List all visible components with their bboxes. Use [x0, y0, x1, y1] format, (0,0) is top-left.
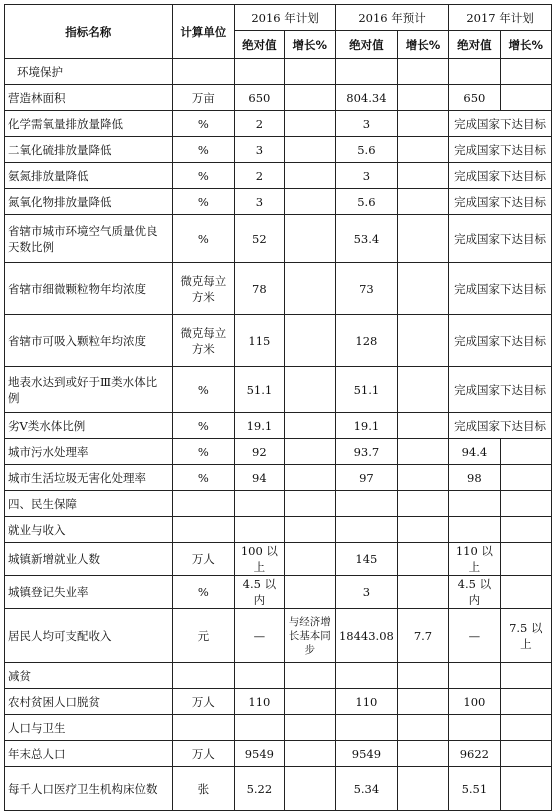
- row-name: 城镇新增就业人数: [5, 543, 173, 576]
- row-unit: %: [172, 413, 235, 439]
- row-cell: [284, 741, 335, 767]
- row-name: 农村贫困人口脱贫: [5, 689, 173, 715]
- table-row: [5, 367, 552, 413]
- row-cell: [449, 517, 501, 543]
- table-row: [5, 491, 552, 517]
- row-cell: [235, 715, 285, 741]
- table-row: [5, 163, 552, 189]
- row-cell: 5.6: [335, 137, 397, 163]
- table-row: [5, 315, 552, 367]
- table-row: [5, 663, 552, 689]
- row-cell: [397, 439, 448, 465]
- row-cell: 128: [335, 315, 397, 367]
- row-cell: [284, 263, 335, 315]
- row-cell: [449, 663, 501, 689]
- row-cell: 18443.08: [335, 609, 397, 663]
- row-cell: [284, 189, 335, 215]
- table-row: [5, 413, 552, 439]
- table-row: [5, 59, 552, 85]
- row-cell: [397, 491, 448, 517]
- row-cell: [397, 715, 448, 741]
- row-cell: [335, 59, 397, 85]
- row-unit: [172, 715, 235, 741]
- row-cell: 804.34: [335, 85, 397, 111]
- row-cell: [397, 576, 448, 609]
- row-name: 环境保护: [5, 59, 173, 85]
- row-unit: %: [172, 111, 235, 137]
- table-row: [5, 263, 552, 315]
- row-cell: [397, 367, 448, 413]
- indicator-table-wrapper: [4, 4, 552, 811]
- row-name: 居民人均可支配收入: [5, 609, 173, 663]
- row-name: 地表水达到或好于Ⅲ类水体比例: [5, 367, 173, 413]
- header-plan-2017: 2017 年计划: [449, 5, 552, 31]
- row-cell: —: [235, 609, 285, 663]
- table-row: [5, 85, 552, 111]
- row-unit: 张: [172, 767, 235, 811]
- row-unit: [172, 491, 235, 517]
- row-cell-merged: 完成国家下达目标: [449, 367, 552, 413]
- row-cell: [397, 189, 448, 215]
- row-name: 就业与收入: [5, 517, 173, 543]
- row-name: 化学需氧量排放量降低: [5, 111, 173, 137]
- row-cell: [284, 85, 335, 111]
- row-cell: 7.5 以上: [500, 609, 551, 663]
- row-cell: 3: [235, 137, 285, 163]
- row-cell: [284, 111, 335, 137]
- row-cell-merged: 完成国家下达目标: [449, 163, 552, 189]
- row-cell-merged: 完成国家下达目标: [449, 315, 552, 367]
- row-cell: [397, 689, 448, 715]
- row-cell: 650: [449, 85, 501, 111]
- row-name: 省辖市可吸入颗粒年均浓度: [5, 315, 173, 367]
- row-name: 年末总人口: [5, 741, 173, 767]
- row-unit: %: [172, 215, 235, 263]
- row-name: 四、民生保障: [5, 491, 173, 517]
- row-cell: [397, 59, 448, 85]
- row-cell: [235, 491, 285, 517]
- row-cell: [284, 163, 335, 189]
- row-name: 二氧化硫排放量降低: [5, 137, 173, 163]
- row-cell: [397, 111, 448, 137]
- row-cell: 7.7: [397, 609, 448, 663]
- table-row: [5, 465, 552, 491]
- table-row: [5, 715, 552, 741]
- row-cell: 9549: [335, 741, 397, 767]
- row-name: 省辖市细微颗粒物年均浓度: [5, 263, 173, 315]
- row-cell: [500, 491, 551, 517]
- row-cell: [235, 59, 285, 85]
- row-cell: [449, 491, 501, 517]
- row-name: 氨氮排放量降低: [5, 163, 173, 189]
- row-name: 营造林面积: [5, 85, 173, 111]
- row-cell: [397, 663, 448, 689]
- row-cell: [284, 663, 335, 689]
- row-unit: [172, 59, 235, 85]
- row-name: 氮氧化物排放量降低: [5, 189, 173, 215]
- row-cell: [500, 543, 551, 576]
- row-cell: [500, 663, 551, 689]
- row-cell-merged: 完成国家下达目标: [449, 111, 552, 137]
- row-cell: 3: [335, 163, 397, 189]
- row-cell: [235, 663, 285, 689]
- row-cell-merged: 完成国家下达目标: [449, 263, 552, 315]
- row-name: 每千人口医疗卫生机构床位数: [5, 767, 173, 811]
- row-cell: [284, 315, 335, 367]
- row-cell: [284, 576, 335, 609]
- row-cell: [284, 215, 335, 263]
- header-growth-2016-plan: 增长%: [284, 31, 335, 59]
- header-name: 指标名称: [5, 5, 173, 59]
- row-cell: [449, 59, 501, 85]
- row-cell: 19.1: [235, 413, 285, 439]
- row-name: 减贫: [5, 663, 173, 689]
- table-row: [5, 543, 552, 576]
- row-cell: [397, 413, 448, 439]
- header-plan-2016: 2016 年计划: [235, 5, 336, 31]
- row-cell: 4.5 以内: [235, 576, 285, 609]
- header-growth-2016-est: 增长%: [397, 31, 448, 59]
- row-cell: [500, 59, 551, 85]
- row-cell: 51.1: [335, 367, 397, 413]
- row-cell-merged: 完成国家下达目标: [449, 137, 552, 163]
- row-cell: [500, 465, 551, 491]
- row-unit: %: [172, 163, 235, 189]
- row-cell: [397, 263, 448, 315]
- row-cell: [449, 715, 501, 741]
- row-cell: 3: [335, 576, 397, 609]
- row-cell: 3: [235, 189, 285, 215]
- table-row: [5, 517, 552, 543]
- row-name: 劣Ⅴ类水体比例: [5, 413, 173, 439]
- row-unit: %: [172, 137, 235, 163]
- row-name: 城镇登记失业率: [5, 576, 173, 609]
- row-cell: 3: [335, 111, 397, 137]
- row-cell: [284, 543, 335, 576]
- row-cell: 9549: [235, 741, 285, 767]
- row-cell: [284, 59, 335, 85]
- row-cell: [284, 367, 335, 413]
- row-unit: 万亩: [172, 85, 235, 111]
- row-unit: 元: [172, 609, 235, 663]
- header-abs-2017-plan: 绝对值: [449, 31, 501, 59]
- row-cell: [335, 715, 397, 741]
- row-name: 人口与卫生: [5, 715, 173, 741]
- row-cell: [500, 85, 551, 111]
- row-name: 城市生活垃圾无害化处理率: [5, 465, 173, 491]
- row-cell: 19.1: [335, 413, 397, 439]
- row-cell: 5.34: [335, 767, 397, 811]
- row-unit: 万人: [172, 689, 235, 715]
- row-cell: 94.4: [449, 439, 501, 465]
- header-row-1: [5, 5, 552, 31]
- row-cell: [397, 137, 448, 163]
- header-abs-2016-plan: 绝对值: [235, 31, 285, 59]
- row-cell: [284, 715, 335, 741]
- row-unit: [172, 663, 235, 689]
- row-cell-merged: 完成国家下达目标: [449, 189, 552, 215]
- row-cell: 98: [449, 465, 501, 491]
- row-cell: [284, 439, 335, 465]
- row-cell: 73: [335, 263, 397, 315]
- row-cell: 9622: [449, 741, 501, 767]
- row-cell: 51.1: [235, 367, 285, 413]
- row-unit: 微克每立方米: [172, 263, 235, 315]
- indicator-table: [4, 4, 552, 811]
- row-cell: 2: [235, 163, 285, 189]
- header-growth-2017-plan: 增长%: [500, 31, 551, 59]
- row-unit: %: [172, 189, 235, 215]
- row-cell: [335, 663, 397, 689]
- row-cell: [335, 517, 397, 543]
- row-cell: 93.7: [335, 439, 397, 465]
- header-unit: 计算单位: [172, 5, 235, 59]
- row-cell: [397, 163, 448, 189]
- row-cell: [397, 517, 448, 543]
- table-row: [5, 111, 552, 137]
- table-row: [5, 137, 552, 163]
- row-cell: 650: [235, 85, 285, 111]
- row-unit: [172, 517, 235, 543]
- row-cell: 78: [235, 263, 285, 315]
- row-cell: [500, 439, 551, 465]
- row-cell: 115: [235, 315, 285, 367]
- row-cell: 110 以上: [449, 543, 501, 576]
- table-row: [5, 215, 552, 263]
- row-cell: [284, 689, 335, 715]
- row-cell: 5.6: [335, 189, 397, 215]
- row-cell: [284, 491, 335, 517]
- row-cell-merged: 完成国家下达目标: [449, 215, 552, 263]
- row-cell: [335, 491, 397, 517]
- row-cell: 145: [335, 543, 397, 576]
- row-unit: %: [172, 576, 235, 609]
- row-cell: [500, 576, 551, 609]
- table-row: [5, 741, 552, 767]
- row-cell: [500, 741, 551, 767]
- row-cell: 5.22: [235, 767, 285, 811]
- row-cell: [500, 715, 551, 741]
- row-cell: 5.51: [449, 767, 501, 811]
- row-cell: [397, 543, 448, 576]
- row-cell: 2: [235, 111, 285, 137]
- row-cell: [397, 465, 448, 491]
- row-cell: 94: [235, 465, 285, 491]
- table-row: [5, 189, 552, 215]
- table-row: [5, 689, 552, 715]
- row-cell: [284, 137, 335, 163]
- row-cell: [500, 689, 551, 715]
- row-unit: %: [172, 465, 235, 491]
- row-unit: 万人: [172, 741, 235, 767]
- row-cell: [500, 517, 551, 543]
- row-cell: [284, 517, 335, 543]
- row-cell: 100: [449, 689, 501, 715]
- row-cell: [397, 215, 448, 263]
- table-row: [5, 609, 552, 663]
- row-name: 省辖市城市环境空气质量优良天数比例: [5, 215, 173, 263]
- row-cell: 52: [235, 215, 285, 263]
- row-cell: 与经济增长基本同步: [284, 609, 335, 663]
- row-cell: [397, 85, 448, 111]
- header-abs-2016-est: 绝对值: [335, 31, 397, 59]
- row-unit: 微克每立方米: [172, 315, 235, 367]
- row-cell: 110: [335, 689, 397, 715]
- row-cell: [397, 741, 448, 767]
- row-cell: [235, 517, 285, 543]
- row-cell: 92: [235, 439, 285, 465]
- row-cell: 97: [335, 465, 397, 491]
- row-unit: %: [172, 367, 235, 413]
- table-row: [5, 576, 552, 609]
- row-unit: %: [172, 439, 235, 465]
- row-cell: [284, 465, 335, 491]
- row-cell: [284, 413, 335, 439]
- row-cell: 100 以上: [235, 543, 285, 576]
- row-cell: 110: [235, 689, 285, 715]
- row-name: 城市污水处理率: [5, 439, 173, 465]
- table-row: [5, 439, 552, 465]
- row-cell: —: [449, 609, 501, 663]
- row-cell-merged: 完成国家下达目标: [449, 413, 552, 439]
- row-cell: 53.4: [335, 215, 397, 263]
- row-cell: [397, 315, 448, 367]
- row-unit: 万人: [172, 543, 235, 576]
- row-cell: 4.5 以内: [449, 576, 501, 609]
- header-estimate-2016: 2016 年预计: [335, 5, 448, 31]
